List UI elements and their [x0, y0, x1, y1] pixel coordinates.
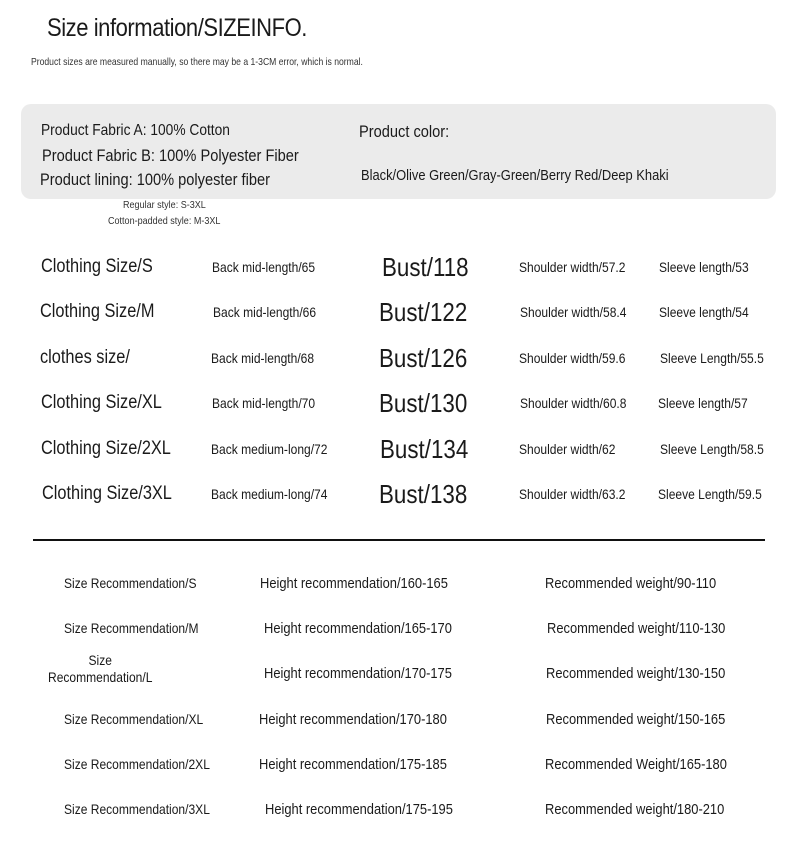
recommendation-row	[0, 575, 790, 621]
length-value: Back mid-length/66	[213, 304, 317, 320]
recommendation-row	[0, 652, 790, 711]
shoulder-value: Shoulder width/60.8	[520, 395, 627, 411]
color-label: Product color:	[359, 122, 450, 141]
size-row	[0, 434, 790, 484]
size-label: Clothing Size/XL	[41, 392, 162, 413]
recommend-size: Size Recommendation/M	[64, 620, 199, 636]
size-row	[0, 479, 790, 529]
bust-value: Bust/130	[379, 388, 468, 418]
recommendation-row	[0, 756, 790, 802]
sleeve-value: Sleeve Length/59.5	[658, 486, 762, 502]
sleeve-value: Sleeve Length/55.5	[660, 350, 764, 366]
bust-value: Bust/122	[379, 297, 468, 327]
length-value: Back mid-length/65	[212, 259, 316, 275]
recommend-height: Height recommendation/175-185	[259, 756, 447, 773]
shoulder-value: Shoulder width/58.4	[520, 304, 627, 320]
measurement-note: Product sizes are measured manually, so there may be a 1-3CM error, which is normal.	[31, 56, 363, 68]
bust-value: Bust/138	[379, 479, 468, 509]
size-row	[0, 252, 790, 302]
size-label: clothes size/	[40, 347, 130, 368]
length-value: Back mid-length/68	[211, 350, 315, 366]
size-row	[0, 388, 790, 438]
color-list: Black/Olive Green/Gray-Green/Berry Red/Deep Khaki	[361, 167, 669, 184]
fabric-b: Product Fabric B: 100% Polyester Fiber	[42, 146, 299, 165]
sleeve-value: Sleeve Length/58.5	[660, 441, 764, 457]
regular-style: Regular style: S-3XL	[123, 199, 206, 211]
recommendation-row	[0, 801, 790, 847]
size-label: Clothing Size/M	[40, 301, 155, 322]
size-row	[0, 297, 790, 347]
fabric-a: Product Fabric A: 100% Cotton	[41, 122, 230, 139]
shoulder-value: Shoulder width/57.2	[519, 259, 626, 275]
recommend-height: Height recommendation/170-175	[264, 665, 452, 682]
recommend-size: Size Recommendation/2XL	[64, 756, 210, 772]
bust-value: Bust/126	[379, 343, 468, 373]
bust-value: Bust/134	[380, 434, 469, 464]
size-row	[0, 343, 790, 393]
recommend-weight: Recommended weight/110-130	[547, 620, 726, 637]
section-divider	[33, 539, 765, 541]
bust-value: Bust/118	[382, 252, 469, 282]
recommend-height: Height recommendation/175-195	[265, 801, 453, 818]
page-title: Size information/SIZEINFO.	[47, 14, 307, 42]
sleeve-value: Sleeve length/53	[659, 259, 749, 275]
recommend-height: Height recommendation/160-165	[260, 575, 448, 592]
shoulder-value: Shoulder width/59.6	[519, 350, 626, 366]
size-label: Clothing Size/2XL	[41, 438, 171, 459]
shoulder-value: Shoulder width/62	[519, 441, 616, 457]
sleeve-value: Sleeve length/54	[659, 304, 749, 320]
recommend-weight: Recommended weight/150-165	[546, 711, 726, 728]
length-value: Back medium-long/72	[211, 441, 328, 457]
recommend-height: Height recommendation/170-180	[259, 711, 447, 728]
recommend-weight: Recommended weight/90-110	[545, 575, 717, 592]
recommend-height: Height recommendation/165-170	[264, 620, 452, 637]
padded-style: Cotton-padded style: M-3XL	[108, 215, 221, 227]
recommend-size: Size Recommendation/L	[47, 652, 153, 685]
recommend-weight: Recommended weight/130-150	[546, 665, 726, 682]
recommend-size: Size Recommendation/XL	[64, 711, 204, 727]
recommend-size: Size Recommendation/S	[64, 575, 197, 591]
size-label: Clothing Size/S	[41, 256, 153, 277]
lining: Product lining: 100% polyester fiber	[40, 170, 270, 189]
recommendation-row	[0, 711, 790, 757]
length-value: Back mid-length/70	[212, 395, 316, 411]
recommend-size: Size Recommendation/3XL	[64, 801, 210, 817]
sleeve-value: Sleeve length/57	[658, 395, 748, 411]
recommend-weight: Recommended weight/180-210	[545, 801, 725, 818]
shoulder-value: Shoulder width/63.2	[519, 486, 626, 502]
size-label: Clothing Size/3XL	[42, 483, 172, 504]
recommend-weight: Recommended Weight/165-180	[545, 756, 727, 773]
length-value: Back medium-long/74	[211, 486, 328, 502]
